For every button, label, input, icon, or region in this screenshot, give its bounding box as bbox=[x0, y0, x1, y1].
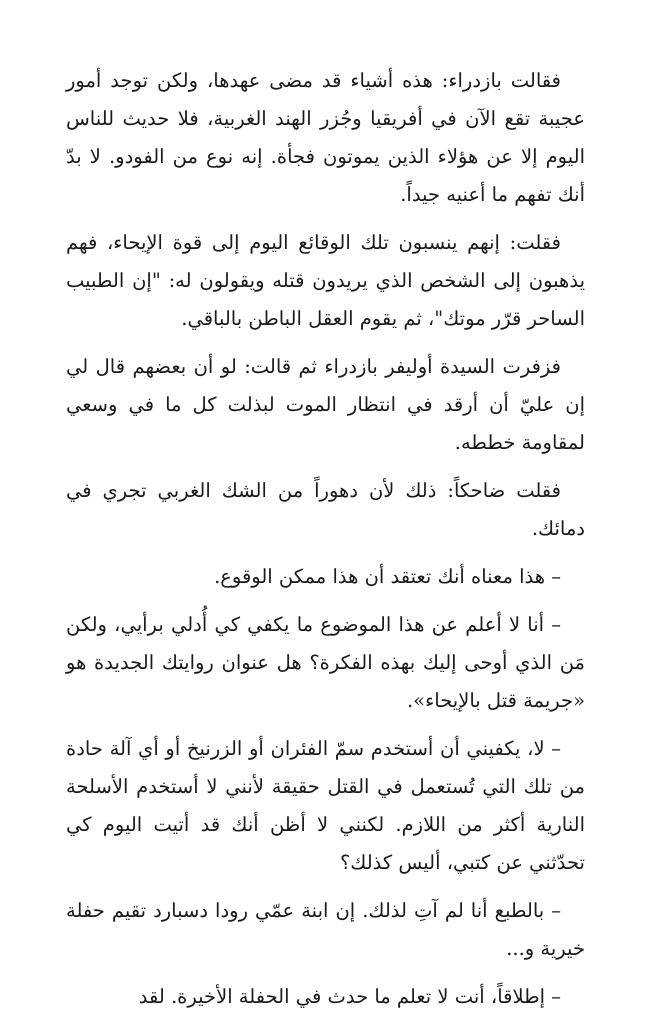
dialogue-line-4: – بالطبع أنا لم آتِ لذلك. إن ابنة عمّي رودا دسبارد تقيم حفلة خيرية و... bbox=[66, 899, 585, 960]
paragraph-2: فقلت: إنهم ينسبون تلك الوقائع اليوم إلى قوة الإيحاء، فهم يذهبون إلى الشخص الذي يريدون قتله ويقولون له: "إن الطبيب الساحر قرّر موتك"، ثم يقوم العقل الباطن بالباقي. bbox=[66, 231, 585, 330]
paragraph-1: فقالت بازدراء: هذه أشياء قد مضى عهدها، ولكن توجد أمور عجيبة تقع الآن في أفريقيا وجُزر الهند الغربية، فلا حديث للناس اليوم إلا عن هؤلاء الذين يموتون فجأة. إنه نوع من الفودو. لا بدّ أنك تفهم ما أعنيه جيداً. bbox=[66, 69, 585, 206]
dialogue-line-5: – إطلاقاً، أنت لا تعلم ما حدث في الحفلة الأخيرة. لقد bbox=[138, 985, 561, 1008]
dialogue-line-2: – أنا لا أعلم عن هذا الموضوع ما يكفي كي أُدلي برأيي، ولكن مَن الذي أوحى إليك بهذه الفكرة؟ هل عنوان روايتك الجديدة هو «جريمة قتل بالإيحاء». bbox=[66, 613, 585, 712]
dialogue-line-3: – لا، يكفيني أن أستخدم سمّ الفئران أو الزرنيخ أو أي آلة حادة من تلك التي تُستعمل في القتل حقيقة لأنني لا أستخدم الأسلحة النارية أكثر من اللازم. لكنني لا أظن أنك قد أتيت اليوم كي تحدّثني عن كتبي، أليس كذلك؟ bbox=[66, 737, 585, 874]
paragraph-3: فزفرت السيدة أوليفر بازدراء ثم قالت: لو أن بعضهم قال لي إن عليّ أن أرقد في انتظار الموت لبذلت كل ما في وسعي لمقاومة خططه. bbox=[66, 355, 585, 454]
paragraph-4: فقلت ضاحكاً: ذلك لأن دهوراً من الشك الغربي تجري في دمائك. bbox=[66, 479, 585, 540]
dialogue-line-1: – هذا معناه أنك تعتقد أن هذا ممكن الوقوع. bbox=[214, 565, 561, 588]
